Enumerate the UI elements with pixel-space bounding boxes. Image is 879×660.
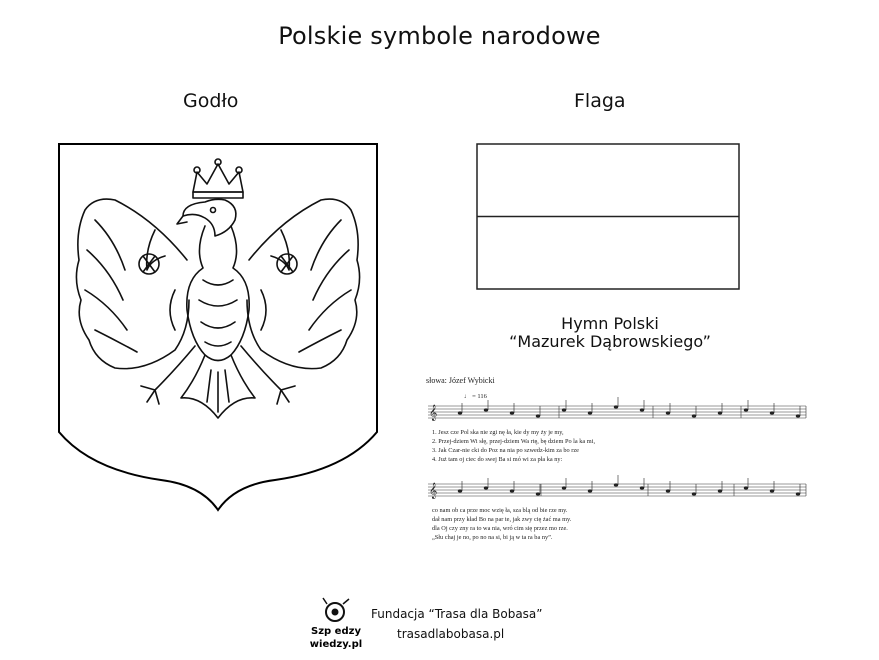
note-head — [692, 414, 696, 417]
lyric-line: 1. Jesz cze Pol ska nie zgi nę ła, kie dy my ży je my, — [432, 429, 564, 436]
anthem-subtitle: “Mazurek Dąbrowskiego” — [509, 332, 711, 351]
note-head — [510, 411, 514, 414]
note-head — [484, 408, 488, 411]
note-head — [536, 492, 540, 495]
note-head — [588, 489, 592, 492]
note-head — [744, 408, 748, 411]
note-head — [770, 411, 774, 414]
note-head — [562, 486, 566, 489]
note-head — [796, 414, 800, 417]
lyric-line: 3. Jak Czar-nie cki do Poz na nia po szwedz-kim za bo rze — [432, 447, 579, 454]
staff-1-lyrics — [432, 429, 595, 463]
lyric-line: 2. Przej-dziem Wi słę, przej-dziem Wa rtę, bę dziem Po la ka mi, — [432, 438, 596, 445]
treble-clef-icon: 𝄞 — [429, 406, 438, 421]
lyric-line: dla Oj czy zny ra to wa nia, wró cim się przez mo rze. — [432, 525, 568, 532]
emblem-label: Godło — [183, 90, 239, 112]
note-head — [458, 489, 462, 492]
note-head — [718, 489, 722, 492]
svg-text:Szp edzy: Szp edzy — [311, 626, 361, 637]
note-head — [692, 492, 696, 495]
note-head — [562, 408, 566, 411]
note-head — [744, 486, 748, 489]
lyric-line: co nam ob ca prze moc wzię ła, sza blą od bie rze my. — [432, 507, 568, 514]
note-head — [640, 486, 644, 489]
page-title: Polskie symbole narodowe — [278, 22, 601, 50]
note-head — [588, 411, 592, 414]
eagle-coat-of-arms-icon — [55, 140, 381, 512]
szpiedzy-wiedzy-logo — [305, 596, 367, 652]
flag-label: Flaga — [574, 90, 626, 112]
anthem-title: Hymn Polski — [561, 314, 659, 333]
lyric-line: 4. Już tam oj ciec do swej Ba si mó wi za pła ka ny: — [432, 456, 563, 463]
website-link[interactable]: trasadlabobasa.pl — [397, 627, 505, 641]
note-head — [666, 411, 670, 414]
note-head — [666, 489, 670, 492]
staff-2-notes — [458, 475, 800, 496]
polish-flag-outline — [476, 143, 740, 290]
note-head — [614, 483, 618, 486]
treble-clef-icon: 𝄞 — [429, 484, 438, 499]
note-head — [718, 411, 722, 414]
note-head — [770, 489, 774, 492]
note-head — [536, 414, 540, 417]
note-head — [458, 411, 462, 414]
lyric-line: „Słu chaj je no, po no na si, bi ją w ta ra ba ny”. — [432, 534, 553, 541]
lyric-line: dał nam przy kład Bo na par te, jak zwy cię żać ma my. — [432, 516, 572, 523]
note-head — [484, 486, 488, 489]
note-head — [614, 405, 618, 408]
staff-2-lyrics — [432, 507, 572, 541]
svg-text:wiedzy.pl: wiedzy.pl — [309, 639, 363, 650]
note-head — [796, 492, 800, 495]
note-head — [510, 489, 514, 492]
tempo-marking: ♩ = 116 — [464, 393, 487, 400]
note-head — [640, 408, 644, 411]
anthem-sheet-music — [420, 370, 820, 552]
staff-1-notes — [458, 397, 800, 418]
foundation-name: Fundacja “Trasa dla Bobasa” — [371, 607, 543, 621]
lyricist-credit: słowa: Józef Wybicki — [426, 376, 495, 385]
